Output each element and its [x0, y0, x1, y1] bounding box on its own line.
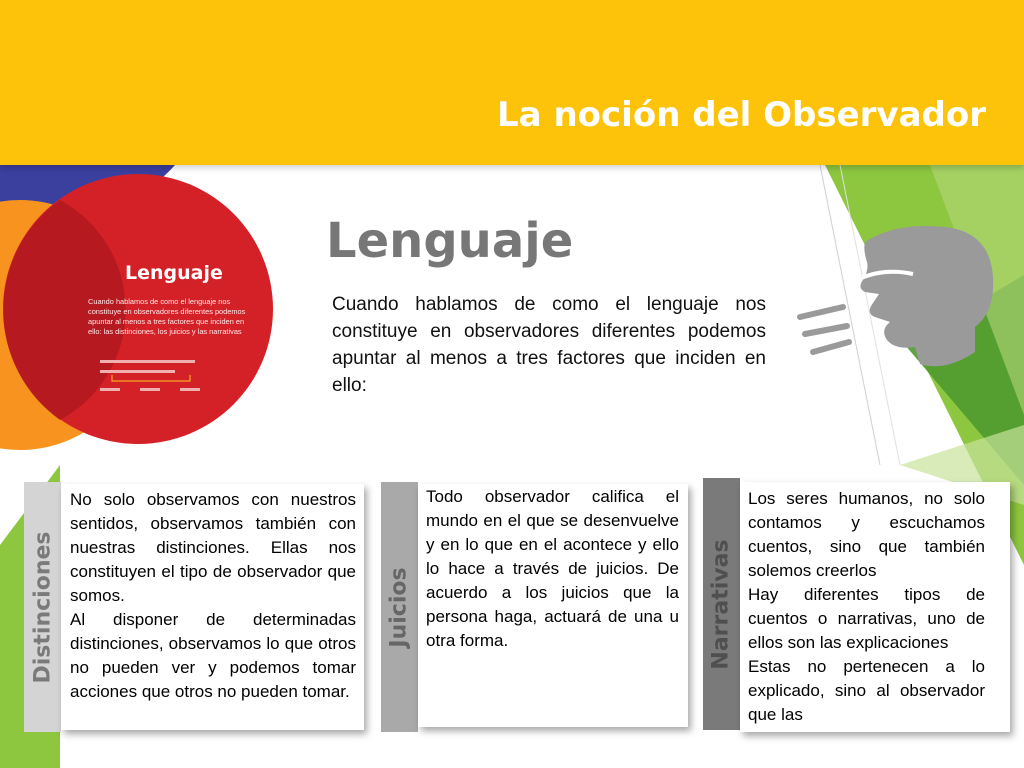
card-paragraph: Estas no pertenecen a lo explicado, sino al observador que las [748, 657, 985, 724]
card-paragraph: No solo observamos con nuestros sentidos, observamos también con nuestras distinciones. Ellas nos constituyen el tipo de observador que somos. [70, 490, 356, 605]
card-paragraph: Los seres humanos, no solo contamos y escuchamos cuentos, sino que también solemos creerlos [748, 489, 985, 580]
tab-label: Narrativas [709, 538, 734, 670]
head-silhouette [860, 226, 993, 366]
card-text-distinciones [70, 488, 356, 704]
card-paragraph: Al disponer de determinadas distinciones, observamos lo que otros no pueden ver y podemos tomar acciones que otros no pueden tomar. [70, 610, 356, 701]
tab-juicios [381, 482, 418, 732]
thumbnail-text: Cuando hablamos de como el lenguaje nos constituye en observadores diferentes podemos apuntar al menos a tres factores que inciden en ello: las distinciones, los juicios y las narrativas [88, 297, 246, 336]
thumb-mark [140, 388, 160, 391]
tab-distinciones [24, 482, 61, 732]
tab-label: Juicios [387, 566, 412, 648]
card-paragraph: Todo observador califica el mundo en el que se desenvuelve y en lo que en el acontece y ello lo hace a través de juicios. De acuerdo a los juicios que la persona haga, actuará de una u otra forma. [426, 487, 679, 650]
section-heading: Lenguaje [326, 213, 574, 269]
sound-wave [800, 307, 843, 317]
card-text-narrativas [748, 487, 985, 768]
thumbnail-title: Lenguaje [125, 262, 223, 284]
sound-wave [813, 342, 849, 352]
card-paragraph: Hay diferentes tipos de cuentos o narrativas, uno de ellos son las explicaciones [748, 585, 985, 652]
tab-narrativas [703, 478, 740, 730]
speaking-head-icon [795, 222, 995, 382]
card-text-juicios [426, 485, 679, 653]
thumb-mark [100, 360, 195, 363]
slide-title: La noción del Observador [497, 95, 986, 135]
thumb-mark [100, 370, 175, 373]
thumb-mark [100, 388, 120, 391]
tab-label: Distinciones [30, 531, 55, 683]
header-bar [0, 0, 1024, 165]
intro-paragraph: Cuando hablamos de como el lenguaje nos constituye en observadores diferentes podemos apuntar al menos a tres factores que inciden en ello: [332, 294, 766, 396]
sound-wave [805, 326, 847, 334]
thumb-mark [180, 388, 200, 391]
